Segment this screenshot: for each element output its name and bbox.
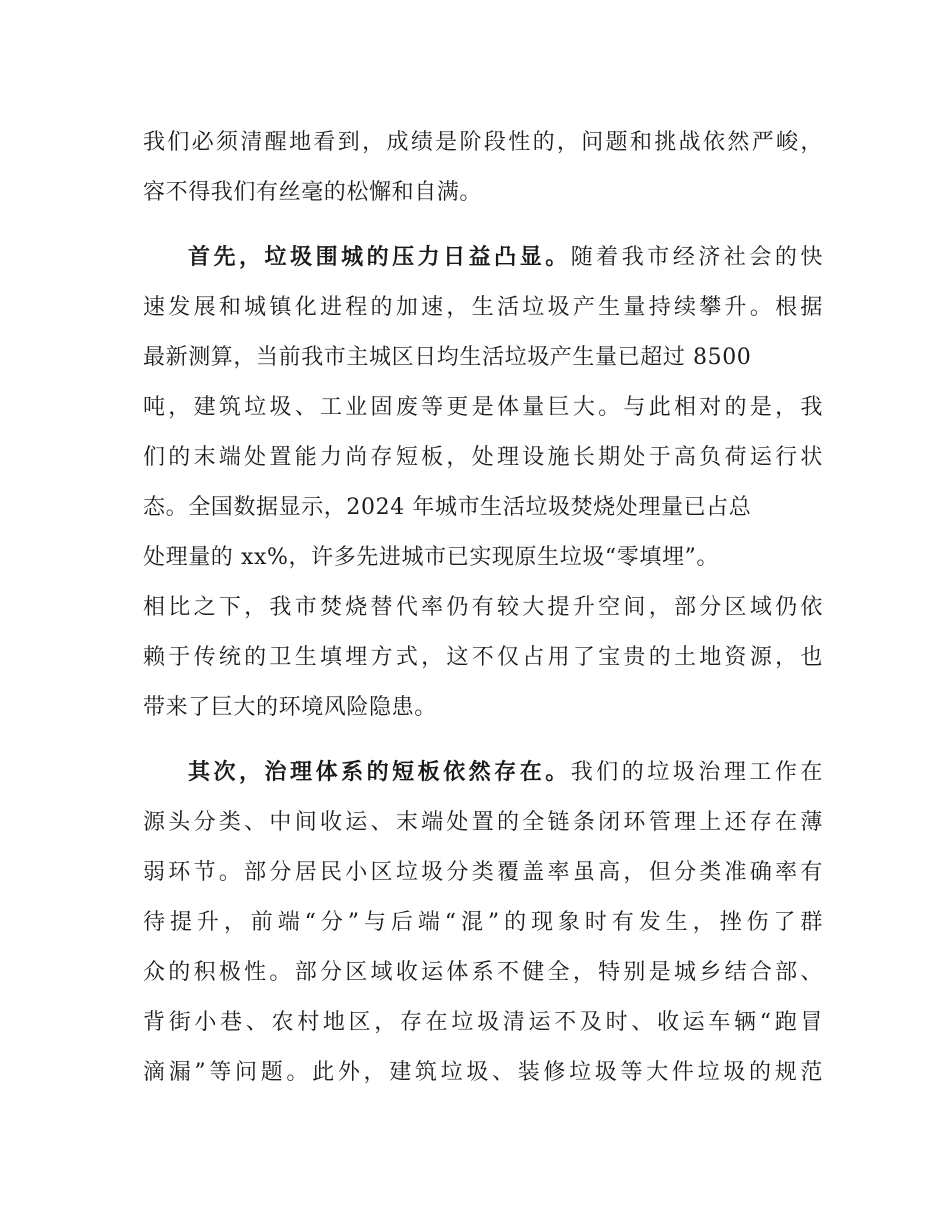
paragraph-3-line-3: 弱环节。部分居民小区垃圾分类覆盖率虽高，但分类准确率有 — [143, 860, 823, 885]
paragraph-2-line-5: 们的末端处置能力尚存短板，处理设施长期处于高负荷运行状 — [143, 445, 823, 470]
paragraph-2-line-9: 赖于传统的卫生填埋方式，这不仅占用了宝贵的土地资源，也 — [143, 645, 823, 670]
paragraph-3-first-line — [188, 758, 823, 788]
paragraph-2-line-7: 处理量的 xx%，许多先进城市已实现原生垃圾“零填埋”。 — [143, 545, 720, 570]
paragraph-2-line-8: 相比之下，我市焚烧替代率仍有较大提升空间，部分区域仍依 — [143, 595, 823, 620]
paragraph-1-line-2: 容不得我们有丝毫的松懈和自满。 — [143, 180, 483, 205]
paragraph-2-line-2: 速发展和城镇化进程的加速，生活垃圾产生量持续攀升。根据 — [143, 295, 823, 320]
paragraph-3-line-4: 待提升，前端“分”与后端“混”的现象时有发生，挫伤了群 — [143, 910, 823, 935]
paragraph-2-first-line — [188, 243, 823, 273]
paragraph-3-line-1: 我们的垃圾治理工作在 — [570, 760, 823, 785]
paragraph-3-line-2: 源头分类、中间收运、末端处置的全链条闭环管理上还存在薄 — [143, 810, 823, 835]
paragraph-2-line-1: 随着我市经济社会的快 — [570, 245, 823, 270]
paragraph-2-heading: 首先，垃圾围城的压力日益凸显。 — [188, 245, 571, 270]
paragraph-2-line-4: 吨，建筑垃圾、工业固废等更是体量巨大。与此相对的是，我 — [143, 395, 823, 420]
paragraph-3-line-6: 背街小巷、农村地区，存在垃圾清运不及时、收运车辆“跑冒 — [143, 1010, 823, 1035]
paragraph-2-line-3: 最新测算，当前我市主城区日均生活垃圾产生量已超过 8500 — [143, 345, 752, 370]
paragraph-1-line-1: 我们必须清醒地看到，成绩是阶段性的，问题和挑战依然严峻， — [143, 130, 823, 155]
paragraph-3-line-7: 滴漏”等问题。此外，建筑垃圾、装修垃圾等大件垃圾的规范 — [143, 1060, 823, 1085]
paragraph-2-line-10: 带来了巨大的环境风险隐患。 — [143, 695, 437, 720]
paragraph-3-heading: 其次，治理体系的短板依然存在。 — [188, 760, 571, 785]
paragraph-3-line-5: 众的积极性。部分区域收运体系不健全，特别是城乡结合部、 — [143, 960, 823, 985]
paragraph-2-line-6: 态。全国数据显示，2024 年城市生活垃圾焚烧处理量已占总 — [143, 495, 752, 520]
